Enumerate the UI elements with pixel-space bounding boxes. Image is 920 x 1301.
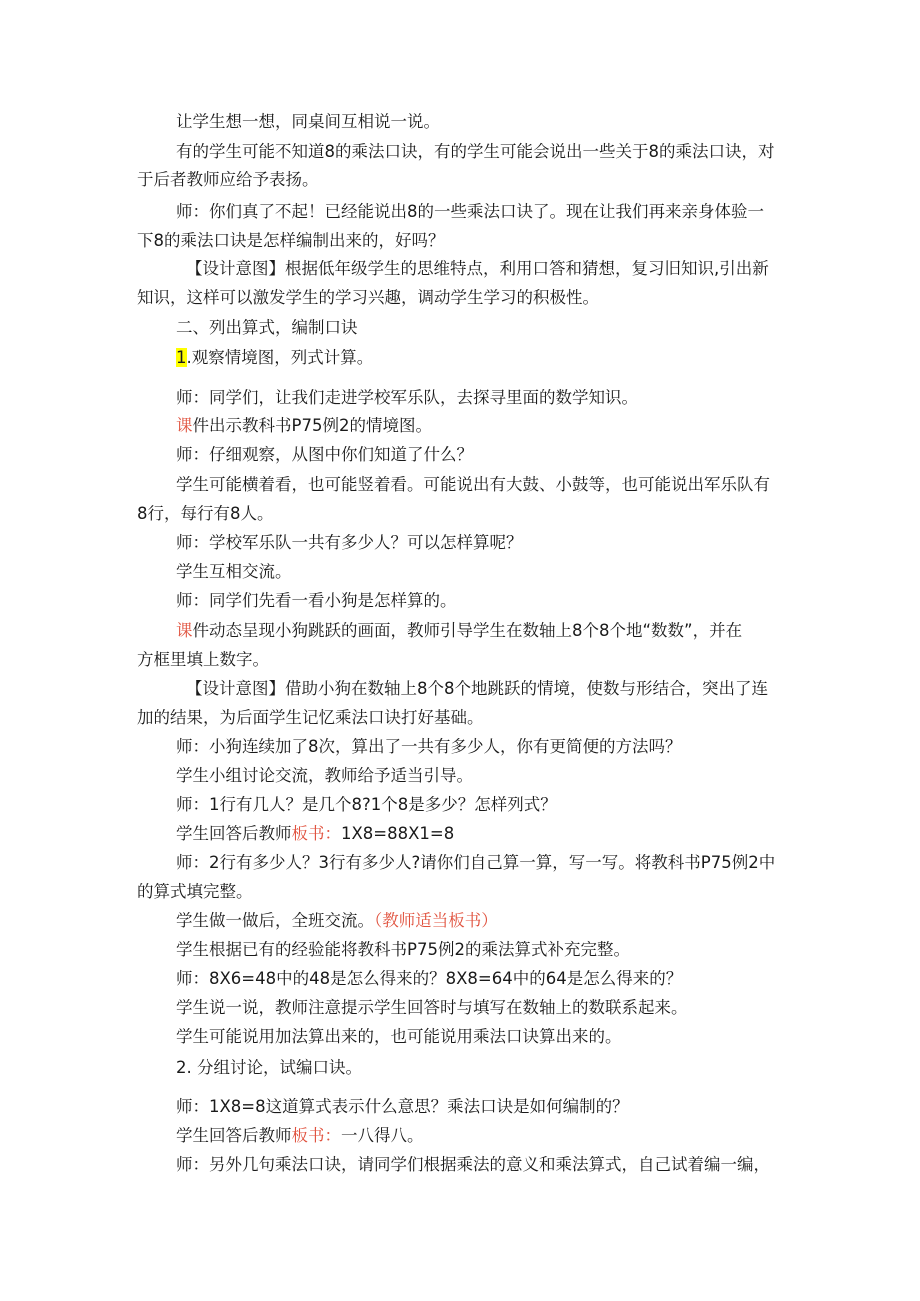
text-line: 师：学校军乐队一共有多少人？可以怎样算呢？ xyxy=(176,533,523,552)
design-intent-paragraph: 【设计意图】借助小狗在数轴上8个8个地跳跃的情境，使数与形结合，突出了连 xyxy=(186,679,768,698)
section-heading: 二、列出算式，编制口诀 xyxy=(176,318,358,337)
subsection-heading: 1.观察情境图，列式计算。 xyxy=(176,348,374,367)
text-line: 学生可能说用加法算出来的，也可能说用乘法口诀算出来的。 xyxy=(176,1027,622,1046)
text-line: 加的结果，为后面学生记忆乘法口诀打好基础。 xyxy=(137,708,484,727)
text-line: 师：仔细观察，从图中你们知道了什么？ xyxy=(176,445,473,464)
red-mark: 板书： xyxy=(291,824,341,843)
text-line: 师：1行有几人？是几个8?1个8是多少？怎样列式？ xyxy=(176,795,557,814)
design-intent-paragraph: 【设计意图】根据低年级学生的思维特点，利用口答和猜想，复习旧知识,引出新 xyxy=(186,259,769,278)
text-line: 8行，每行有8人。 xyxy=(137,504,274,523)
red-mark: 板书： xyxy=(291,1126,341,1145)
red-mark: （教师适当板书） xyxy=(374,911,498,930)
text-line: 课件动态呈现小狗跳跃的画面，教师引导学生在数轴上8个8个地“数数”，并在 xyxy=(176,621,743,640)
text-line: 学生可能横着看，也可能竖着看。可能说出有大鼓、小鼓等，也可能说出军乐队有 xyxy=(176,475,770,494)
text-line: 下8的乘法口诀是怎样编制出来的，好吗？ xyxy=(137,231,445,250)
text-line: 于后者教师应给予表扬。 xyxy=(137,170,319,189)
text-line: 师：小狗连续加了8次，算出了一共有多少人，你有更简便的方法吗？ xyxy=(176,737,682,756)
text-line: 学生回答后教师板书：一八得八。 xyxy=(176,1126,424,1145)
text-line: 师：2行有多少人？3行有多少人?请你们自己算一算，写一写。将教科书P75例2中 xyxy=(176,853,776,872)
text-line: 师：你们真了不起！已经能说出8的一些乘法口诀了。现在让我们再来亲身体验一 xyxy=(176,202,764,221)
text-line: 师：同学们先看一看小狗是怎样算的。 xyxy=(176,591,457,610)
highlight-number: 1 xyxy=(176,348,187,367)
text-line: 知识，这样可以激发学生的学习兴趣，调动学生学习的积极性。 xyxy=(137,288,599,307)
text-line: 师：同学们，让我们走进学校军乐队，去探寻里面的数学知识。 xyxy=(176,388,638,407)
text-line: 学生回答后教师板书：1X8=88X1=8 xyxy=(176,824,455,843)
text-line: 学生小组讨论交流，教师给予适当引导。 xyxy=(176,766,473,785)
text-line: 方框里填上数字。 xyxy=(137,650,269,669)
text-line: 师：1X8=8这道算式表示什么意思？乘法口诀是如何编制的？ xyxy=(176,1097,629,1116)
text-line: 师：8X6=48中的48是怎么得来的？8X8=64中的64是怎么得来的？ xyxy=(176,969,683,988)
text-line: 课件出示教科书P75例2的情境图。 xyxy=(176,416,432,435)
text-line: 让学生想一想，同桌间互相说一说。 xyxy=(176,112,440,131)
red-mark: 课 xyxy=(176,416,193,435)
text-line: 学生做一做后，全班交流。（教师适当板书） xyxy=(176,911,498,930)
text-line: 学生互相交流。 xyxy=(176,562,292,581)
text-line: 师：另外几句乘法口诀，请同学们根据乘法的意义和乘法算式，自己试着编一编， xyxy=(176,1155,770,1174)
text-line: 有的学生可能不知道8的乘法口诀，有的学生可能会说出一些关于8的乘法口诀，对 xyxy=(176,142,775,161)
subsection-heading: 2. 分组讨论，试编口诀。 xyxy=(176,1058,362,1077)
text-line: 的算式填完整。 xyxy=(137,882,253,901)
text-line: 学生根据已有的经验能将教科书P75例2的乘法算式补充完整。 xyxy=(176,940,630,959)
red-mark: 课 xyxy=(176,621,193,640)
text-line: 学生说一说，教师注意提示学生回答时与填写在数轴上的数联系起来。 xyxy=(176,998,688,1017)
